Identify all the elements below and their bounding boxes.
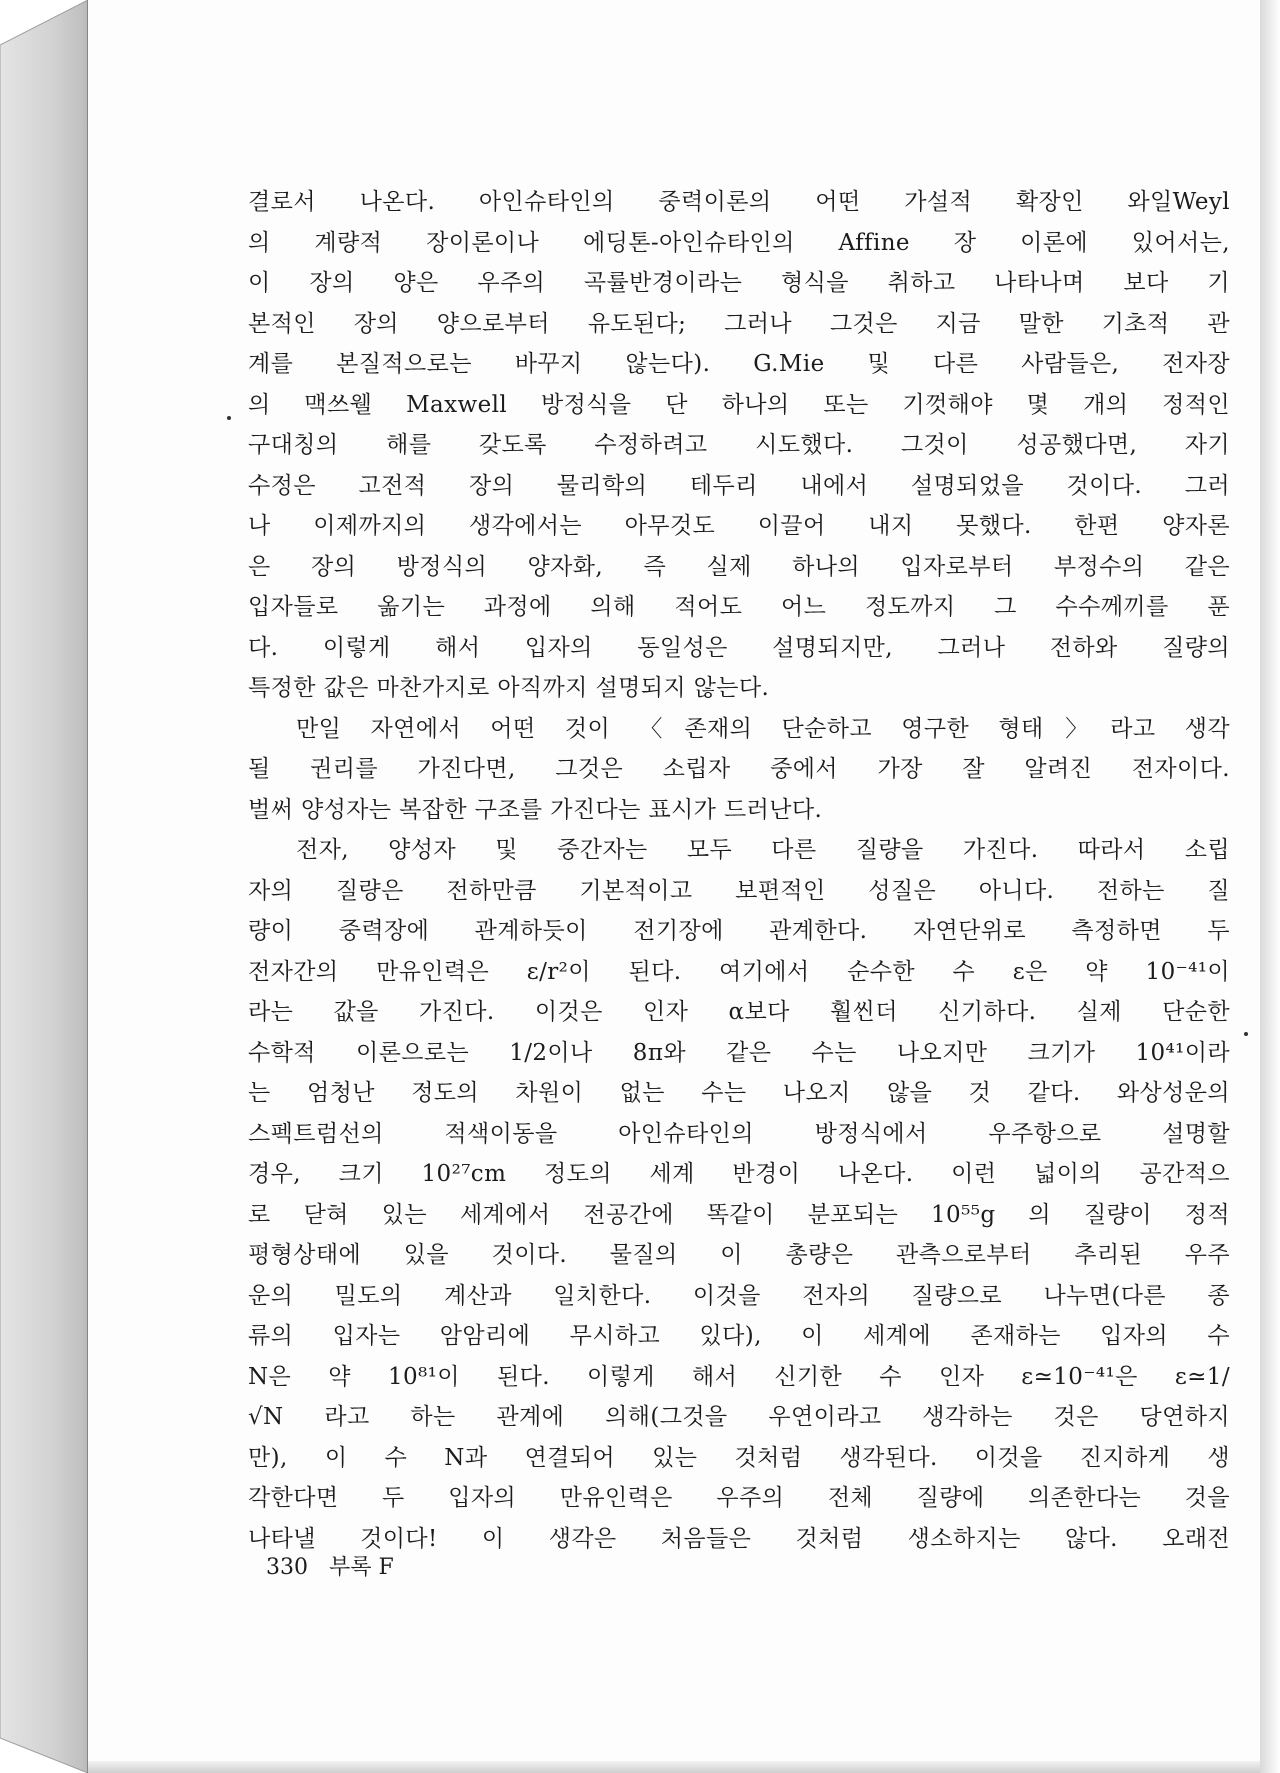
text-line: N은 약 10⁸¹이 된다. 이렇게 해서 신기한 수 인자 ε≃10⁻⁴¹은 ε≃1/ — [248, 1363, 1230, 1390]
text-line: 류의 입자는 암암리에 무시하고 있다), 이 세계에 존재하는 입자의 수 — [248, 1323, 1230, 1349]
text-line: 의 계량적 장이론이나 에딩톤-아인슈타인의 Affine 장 이론에 있어서는, — [248, 229, 1230, 256]
text-line: 량이 중력장에 관계하듯이 전기장에 관계한다. 자연단위로 측정하면 두 — [248, 918, 1230, 944]
paragraph-start-line: 만일 자연에서 어떤 것이 〈존재의 단순하고 영구한 형태〉라고 생각 — [296, 715, 1230, 742]
text-line: 이 장의 양은 우주의 곡률반경이라는 형식을 취하고 나타나며 보다 기 — [248, 270, 1231, 296]
text-line: 계를 본질적으로는 바꾸지 않는다). G.Mie 및 다른 사람들은, 전자장 — [248, 351, 1230, 377]
section-label: 부록 F — [329, 1555, 394, 1580]
text-line: 나 이제까지의 생각에서는 아무것도 이끌어 내지 못했다. 한편 양자론 — [248, 513, 1230, 539]
text-line: 스펙트럼선의 적색이동을 아인슈타인의 방정식에서 우주항으로 설명할 — [248, 1120, 1230, 1147]
text-line: 특정한 값은 마찬가지로 아직까지 설명되지 않는다. — [248, 675, 770, 701]
text-line: 평형상태에 있을 것이다. 물질의 이 총량은 관측으로부터 추리된 우주 — [248, 1242, 1231, 1268]
text-line: 벌써 양성자는 복잡한 구조를 가진다는 표시가 드러난다. — [248, 796, 823, 823]
page-edge-shadow — [1260, 0, 1280, 1773]
text-line: 전자간의 만유인력은 ε/r²이 된다. 여기에서 순수한 수 ε은 약 10⁻⁴¹이 — [248, 958, 1230, 985]
text-line: 나타낼 것이다! 이 생각은 처음들은 것처럼 생소하지는 않다. 오래전 — [248, 1525, 1230, 1552]
book-page — [88, 0, 1260, 1773]
text-line: 은 장의 방정식의 양자화, 즉 실제 하나의 입자로부터 부정수의 같은 — [248, 553, 1230, 580]
text-line: 운의 밀도의 계산과 일치한다. 이것을 전자의 질량으로 나누면(다른 종 — [248, 1282, 1230, 1309]
text-line: 결로서 나온다. 아인슈타인의 중력이론의 어떤 가설적 확장인 와일Weyl — [248, 189, 1230, 215]
margin-speck — [1244, 1032, 1248, 1036]
text-line: 구대칭의 해를 갖도록 수정하려고 시도했다. 그것이 성공했다면, 자기 — [248, 432, 1230, 458]
body-text — [248, 182, 1230, 1559]
text-line: 라는 값을 가진다. 이것은 인자 α보다 훨씬더 신기하다. 실제 단순한 — [248, 999, 1230, 1025]
text-line: √N 라고 하는 관계에 의해(그것을 우연이라고 생각하는 것은 당연하지 — [248, 1404, 1230, 1430]
margin-speck — [227, 416, 231, 420]
text-line: 입자들로 옮기는 과정에 의해 적어도 어느 정도까지 그 수수께끼를 푼 — [248, 594, 1230, 620]
page-footer — [266, 1550, 408, 1581]
page-number: 330 — [266, 1555, 308, 1580]
text-line: 자의 질량은 전하만큼 기본적이고 보편적인 성질은 아니다. 전하는 질 — [248, 877, 1230, 904]
text-line: 만), 이 수 N과 연결되어 있는 것처럼 생각된다. 이것을 진지하게 생 — [248, 1444, 1230, 1471]
paragraph-start-line: 전자, 양성자 및 중간자는 모두 다른 질량을 가진다. 따라서 소립 — [296, 837, 1230, 863]
text-line: 본적인 장의 양으로부터 유도된다; 그러나 그것은 지금 말한 기초적 관 — [248, 310, 1230, 337]
text-line: 수정은 고전적 장의 물리학의 테두리 내에서 설명되었을 것이다. 그러 — [248, 472, 1230, 499]
text-line: 수학적 이론으로는 1/2이나 8π와 같은 수는 나오지만 크기가 10⁴¹이라 — [248, 1039, 1230, 1066]
text-line: 의 맥쓰웰 Maxwell 방정식을 단 하나의 또는 기껏해야 몇 개의 정적인 — [248, 391, 1230, 418]
page-bottom-edge — [88, 1761, 1260, 1773]
text-line: 경우, 크기 10²⁷cm 정도의 세계 반경이 나온다. 이런 넓이의 공간적으 — [248, 1161, 1230, 1187]
text-line: 로 닫혀 있는 세계에서 전공간에 똑같이 분포되는 10⁵⁵g 의 질량이 정적 — [248, 1201, 1230, 1228]
text-line: 될 권리를 가진다면, 그것은 소립자 중에서 가장 잘 알려진 전자이다. — [248, 756, 1230, 782]
text-line: 는 엄청난 정도의 차원이 없는 수는 나오지 않을 것 같다. 와상성운의 — [248, 1080, 1230, 1106]
book-spine-block — [0, 0, 92, 1773]
text-line: 다. 이렇게 해서 입자의 동일성은 설명되지만, 그러나 전하와 질량의 — [248, 634, 1230, 661]
text-line: 각한다면 두 입자의 만유인력은 우주의 전체 질량에 의존한다는 것을 — [248, 1485, 1230, 1511]
